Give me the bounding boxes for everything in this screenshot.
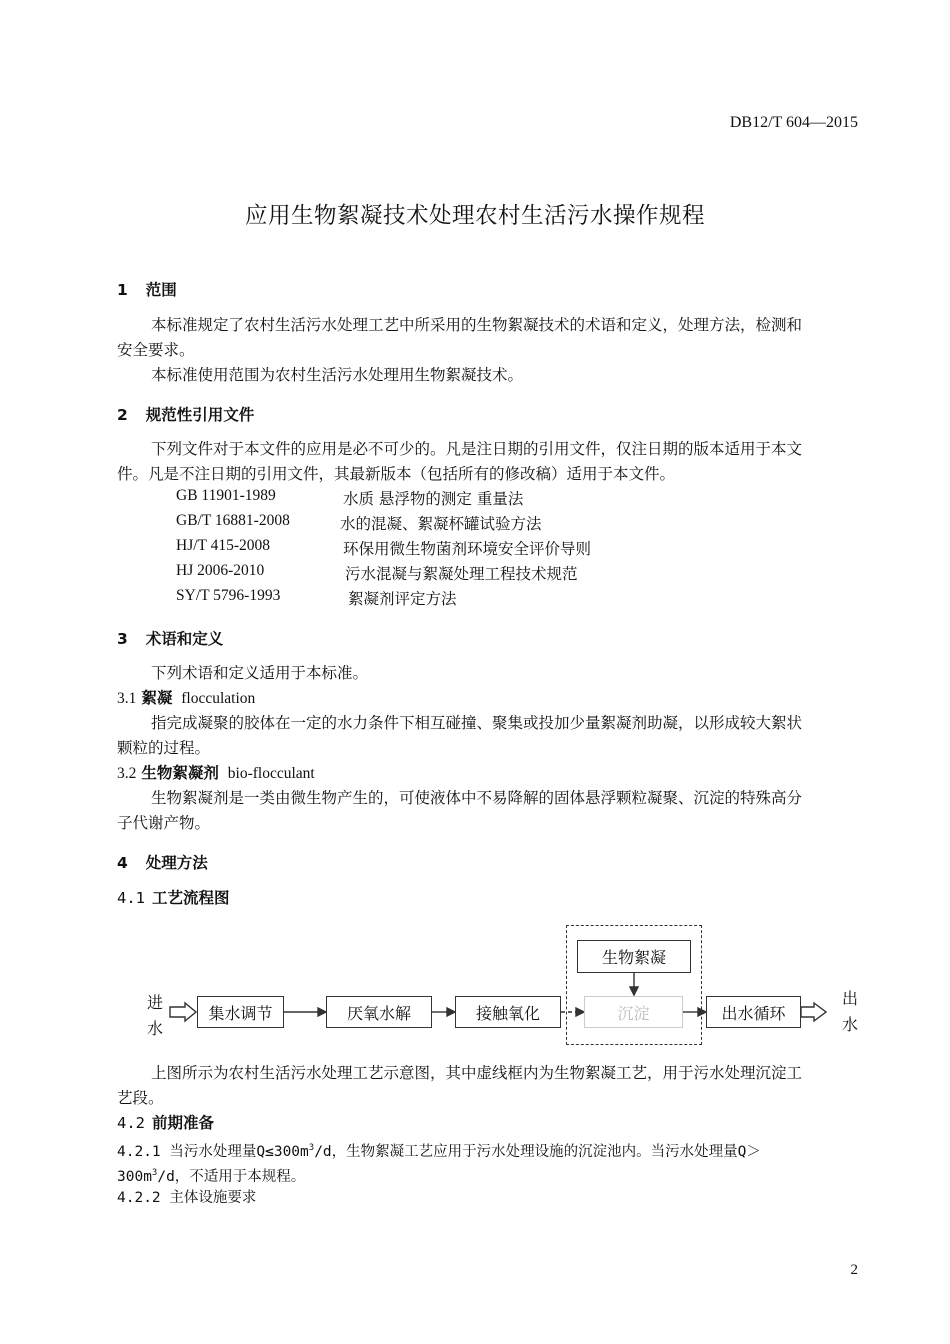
clause-text: /d，生物絮凝工艺应用于污水处理设施的沉淀池内。当污水处理量Q＞ [314,1144,761,1160]
section-number: 4 [117,854,128,872]
section-title: 术语和定义 [145,630,224,648]
reference-title: 水的混凝、絮凝杯罐试验方法 [340,515,542,533]
paragraph-line: 指完成凝聚的胶体在一定的水力条件下相互碰撞、聚集或投加少量絮凝剂助凝，以形成较大絮状 [151,714,803,732]
section-number: 2 [117,406,128,424]
paragraph-line: 子代谢产物。 [117,814,211,832]
reference-code: HJ 2006-2010 [176,562,265,579]
inlet-arrow [170,1003,196,1021]
flow-step-oxidation: 接触氧化 [455,996,561,1028]
flow-step-collection: 集水调节 [197,996,284,1028]
flow-step-sedimentation: 沉淀 [584,996,683,1028]
paragraph-line: 上图所示为农村生活污水处理工艺示意图，其中虚线框内为生物絮凝工艺，用于污水处理沉淀工 [151,1064,803,1082]
subsection-4-2-heading [117,1111,214,1133]
flow-step-bioflocculant-dosing: 生物絮凝 [577,940,691,973]
flow-step-anaerobic: 厌氧水解 [326,996,432,1028]
subsection-number: 4.1 [117,889,145,907]
inlet-label: 进 [147,993,164,1012]
term-number: 3.1 [117,690,137,707]
reference-title: 水质 悬浮物的测定 重量法 [343,490,524,508]
subsection-title: 工艺流程图 [151,889,230,907]
paragraph-line: 下列术语和定义适用于本标准。 [151,664,369,682]
paragraph-line: 生物絮凝剂是一类由微生物产生的，可使液体中不易降解的固体悬浮颗粒凝聚、沉淀的特殊高分 [151,789,803,807]
subsection-number: 4.2 [117,1114,145,1132]
term-en: bio-flocculant [227,765,315,782]
reference-title: 污水混凝与絮凝处理工程技术规范 [345,565,578,583]
reference-code: GB 11901-1989 [176,487,276,504]
clause-text: 主体设施要求 [169,1190,257,1206]
document-number: DB12/T 604—2015 [729,114,858,131]
section-title: 范围 [145,281,177,299]
flow-step-recycle: 出水循环 [706,996,801,1028]
paragraph-line: 件。凡是不注日期的引用文件，其最新版本（包括所有的修改稿）适用于本文件。 [117,465,676,483]
clause-text: 300m [117,1169,152,1185]
superscript: 3 [151,1168,158,1178]
reference-title: 絮凝剂评定方法 [348,590,457,608]
outlet-label: 出 [842,989,859,1008]
superscript: 3 [308,1143,315,1153]
paragraph-line: 本标准使用范围为农村生活污水处理用生物絮凝技术。 [151,366,524,384]
term-en: flocculation [181,690,256,707]
page-title: 应用生物絮凝技术处理农村生活污水操作规程 [244,203,705,229]
clause-text: 当污水处理量Q≤300m [169,1144,309,1160]
paragraph-line: 下列文件对于本文件的应用是必不可少的。凡是注日期的引用文件，仅注日期的版本适用于本文 [151,440,803,458]
paragraph-line: 艺段。 [117,1089,164,1107]
clause-number: 4.2.2 [117,1190,161,1206]
inlet-label: 水 [147,1019,164,1038]
page-number: 2 [850,1262,858,1278]
paragraph-line: 安全要求。 [117,341,195,359]
reference-code: HJ/T 415-2008 [176,537,271,554]
term-cn: 絮凝 [141,689,173,707]
subsection-title: 前期准备 [151,1114,214,1132]
term-number: 3.2 [117,765,137,782]
reference-code: SY/T 5796-1993 [176,587,281,604]
section-number: 1 [117,281,128,299]
paragraph-line: 本标准规定了农村生活污水处理工艺中所采用的生物絮凝技术的术语和定义，处理方法，检测和 [151,316,803,334]
clause-4-2-2 [117,1186,256,1211]
reference-title: 环保用微生物菌剂环境安全评价导则 [343,540,592,558]
section-title: 规范性引用文件 [145,406,255,424]
outlet-arrow [801,1003,826,1021]
clause-text: /d，不适用于本规程。 [157,1169,306,1185]
term-cn: 生物絮凝剂 [141,764,219,782]
section-title: 处理方法 [145,854,208,872]
section-number: 3 [117,630,128,648]
clause-number: 4.2.1 [117,1144,161,1160]
outlet-label: 水 [842,1015,859,1034]
reference-code: GB/T 16881-2008 [176,512,290,529]
paragraph-line: 颗粒的过程。 [117,739,211,757]
